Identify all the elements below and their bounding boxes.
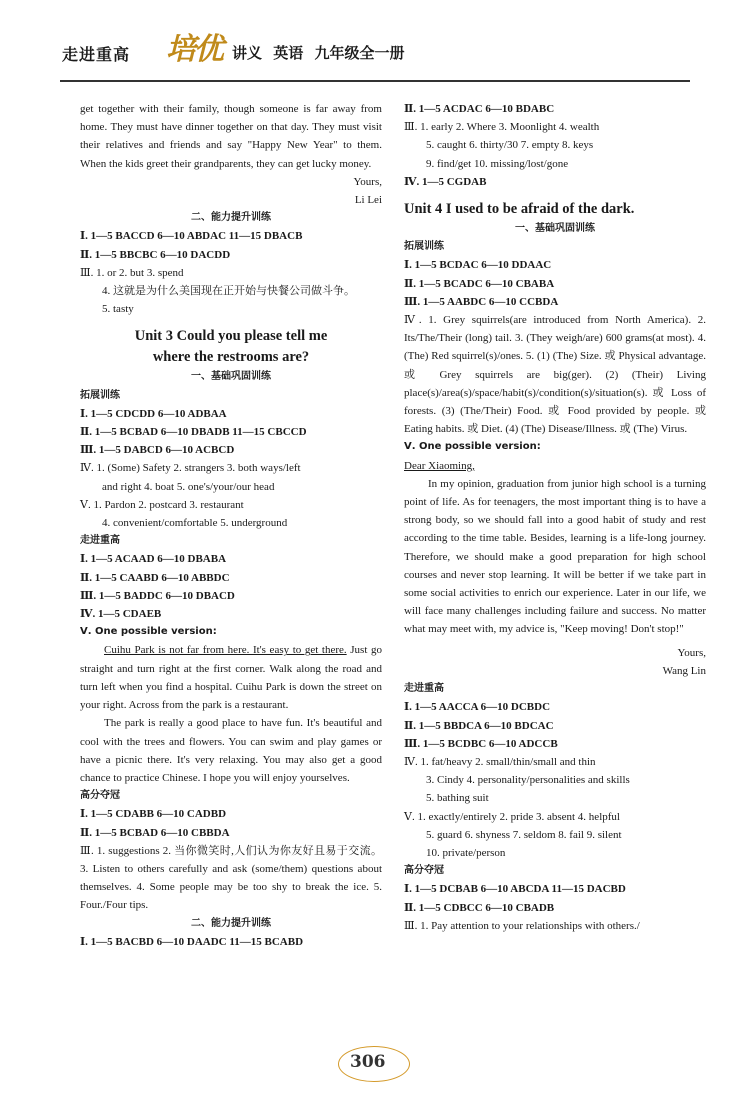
answer-line: Ⅱ. 1—5 BCADC 6—10 CBABA — [404, 277, 555, 290]
subsection-label: 拓展训练 — [80, 389, 120, 401]
answer-line: Ⅲ. 1—5 BADDC 6—10 DBACD — [80, 589, 235, 602]
left-column — [80, 100, 382, 951]
answer-line: Ⅰ. 1—5 BCDAC 6—10 DDAAC — [404, 259, 552, 272]
answer-line: Ⅱ. 1—5 BCBAD 6—10 DBADB 11—15 CBCCD — [80, 426, 307, 439]
answer-line: Ⅳ. 1—5 CDAEB — [80, 608, 162, 621]
answer-line: Ⅴ. 1. Pardon 2. postcard 3. restaurant — [80, 498, 244, 511]
page-number: 306 — [350, 1052, 386, 1072]
unit3-title — [80, 326, 382, 368]
version-label: Ⅴ. One possible version: — [80, 626, 217, 638]
answer-line: 9. find/get 10. missing/lost/gone — [426, 157, 569, 170]
answer-line: Ⅲ. 1. early 2. Where 3. Moonlight 4. wealth — [404, 121, 600, 134]
essay-paragraph-rest: Just go straight and turn right at the first corner. Walk along the road and turn left when you find a hospital. Cuihu Park is down the street on your right. Across from the park is a restaurant. — [80, 644, 382, 712]
version-label: Ⅴ. One possible version: — [404, 441, 541, 453]
unit4-title: Unit 4 I used to be afraid of the dark. — [404, 201, 635, 218]
answer-line: Ⅱ. 1—5 BBCBC 6—10 DACDD — [80, 248, 231, 261]
answer-line: Ⅰ. 1—5 ACAAD 6—10 DBABA — [80, 553, 227, 566]
section-title: 一、基础巩固训练 — [191, 371, 271, 383]
answer-line: Ⅱ. 1—5 ACDAC 6—10 BDABC — [404, 103, 555, 115]
answer-paragraph: Ⅳ. 1. Grey squirrels(are introduced from North America). 2. Its/The/Their (long) tail. 3. (They weigh/are) 600 grams(at most). 4. (The) Red squirrel(s)/ones. 5. (1) (The) Size. 或 Physical advantage. 或 Grey squirrels are big(ger). (2) (Their) Living place(s)/area(s)/space/habit(s)/condition(s)/situation(s). 或 Loss of forests. (3) (The/Their) Food. 或 Food provided by people. 或 Eating habits. 或 Diet. (4) (The) Disease/Illness. 或 (The) Virus. — [404, 314, 706, 436]
letter-sign-yours: Yours, — [353, 175, 382, 188]
answer-line: Ⅱ. 1—5 BBDCA 6—10 BDCAC — [404, 719, 554, 732]
answer-line: Ⅲ. 1—5 DABCD 6—10 ACBCD — [80, 444, 235, 457]
subsection-label: 走进重高 — [80, 535, 120, 547]
answer-line: 5. tasty — [102, 303, 134, 316]
header-divider — [60, 80, 690, 82]
letter-body: In my opinion, graduation from junior high school is a turning point of life. As for teenagers, the most important thing is to have a strong body, so we should fall into a good habit of study and rest according to the time table. Besides, learning is a life-long journey. Therefore, we should make a good preparation for high school courses and never stop learning. It will be better if we take part in some social activities to enrich our experience. Later in our life, we will face many challenges including failure and success. No matter what may meet with, my advice is, "Keep moving! Don't stop!" — [404, 477, 706, 636]
section-title: 一、基础巩固训练 — [515, 223, 595, 235]
essay-paragraph: The park is really a good place to have fun. It's beautiful and cool with the trees and flowers. You can swim and play games or have a picnic there. It's very relaxing. You may also get a good chance to practice Chinese. I hope you will enjoy yourselves. — [80, 717, 382, 784]
unit3-title-line1: Unit 3 Could you please tell me — [134, 328, 328, 345]
page-header — [0, 0, 750, 95]
series-title: 走进重高 — [62, 45, 131, 64]
answer-line: Ⅱ. 1—5 BCBAD 6—10 CBBDA — [80, 826, 230, 839]
section-title: 二、能力提升训练 — [191, 212, 271, 224]
answer-line: Ⅲ. 1—5 AABDC 6—10 CCBDA — [404, 295, 559, 308]
answer-line: Ⅰ. 1—5 BACCD 6—10 ABDAC 11—15 DBACB — [80, 230, 303, 243]
answer-line: 4. convenient/comfortable 5. underground — [102, 517, 288, 530]
answer-line: Ⅱ. 1—5 CAABD 6—10 ABBDC — [80, 571, 230, 584]
subsection-label: 高分夺冠 — [404, 865, 444, 877]
answer-line: Ⅱ. 1—5 CDBCC 6—10 CBADB — [404, 901, 555, 914]
section-title: 二、能力提升训练 — [191, 917, 271, 929]
right-column — [404, 100, 706, 935]
answer-line: Ⅴ. 1. exactly/entirely 2. pride 3. absent 4. helpful — [404, 810, 620, 823]
letter-sign-yours: Yours, — [677, 646, 706, 659]
essay-first-sentence: Cuihu Park is not far from here. It's easy to get there. — [104, 644, 347, 657]
answer-line: 4. 这就是为什么美国现在正开始与快餐公司做斗争。 — [102, 285, 355, 298]
answer-line: Ⅰ. 1—5 AACCA 6—10 DCBDC — [404, 701, 551, 714]
answer-line: 3. Cindy 4. personality/personalities and skills — [426, 774, 630, 787]
answer-line: Ⅲ. 1. or 2. but 3. spend — [80, 266, 184, 279]
letter-salutation: Dear Xiaoming, — [404, 459, 475, 472]
answer-line: Ⅰ. 1—5 CDABB 6—10 CADBD — [80, 808, 227, 821]
letter-sign-name: Wang Lin — [662, 664, 706, 677]
answer-line: Ⅳ. 1—5 CGDAB — [404, 175, 487, 188]
brand-logo: 培优 — [166, 32, 222, 67]
answer-line: 5. caught 6. thirty/30 7. empty 8. keys — [426, 139, 594, 152]
answer-line: Ⅳ. 1. fat/heavy 2. small/thin/small and thin — [404, 755, 596, 768]
answer-line: Ⅰ. 1—5 CDCDD 6—10 ADBAA — [80, 407, 227, 420]
answer-line: Ⅰ. 1—5 BACBD 6—10 DAADC 11—15 BCABD — [80, 935, 304, 948]
subsection-label: 高分夺冠 — [80, 790, 120, 802]
answer-line: 5. bathing suit — [426, 792, 489, 805]
letter-sign-name: Li Lei — [354, 194, 382, 207]
answer-line: Ⅰ. 1—5 DCBAB 6—10 ABCDA 11—15 DACBD — [404, 883, 626, 896]
answer-line: and right 4. boat 5. one's/your/our head — [102, 480, 275, 493]
essay-paragraph — [80, 641, 382, 714]
unit3-title-line2: where the restrooms are? — [152, 349, 310, 366]
subsection-label: 拓展训练 — [404, 241, 444, 253]
answer-paragraph: Ⅲ. 1. suggestions 2. 当你微笑时,人们认为你友好且易于交流。 3. Listen to others carefully and ask (some/them) questions about themselves. 4. Some people may be too shy to break the ice. 5. Four./Four tips. — [80, 844, 382, 912]
answer-line: 5. guard 6. shyness 7. seldom 8. fail 9. silent — [426, 828, 622, 841]
letter-ending: get together with their family, though someone is far away from home. They must have dinner together on that day. They must visit their relatives and friends and say "Happy New Year" to them. When the kids greet their grandparents, they can get lucky money. — [80, 103, 382, 170]
answer-line: Ⅳ. 1. (Some) Safety 2. strangers 3. both ways/left — [80, 462, 301, 475]
answer-line: 10. private/person — [426, 846, 506, 859]
answer-line: Ⅲ. 1. Pay attention to your relationships with others./ — [404, 919, 640, 932]
book-subject: 讲义 英语 九年级全一册 — [232, 44, 405, 62]
answer-line: Ⅲ. 1—5 BCDBC 6—10 ADCCB — [404, 737, 558, 750]
subsection-label: 走进重高 — [404, 683, 444, 695]
